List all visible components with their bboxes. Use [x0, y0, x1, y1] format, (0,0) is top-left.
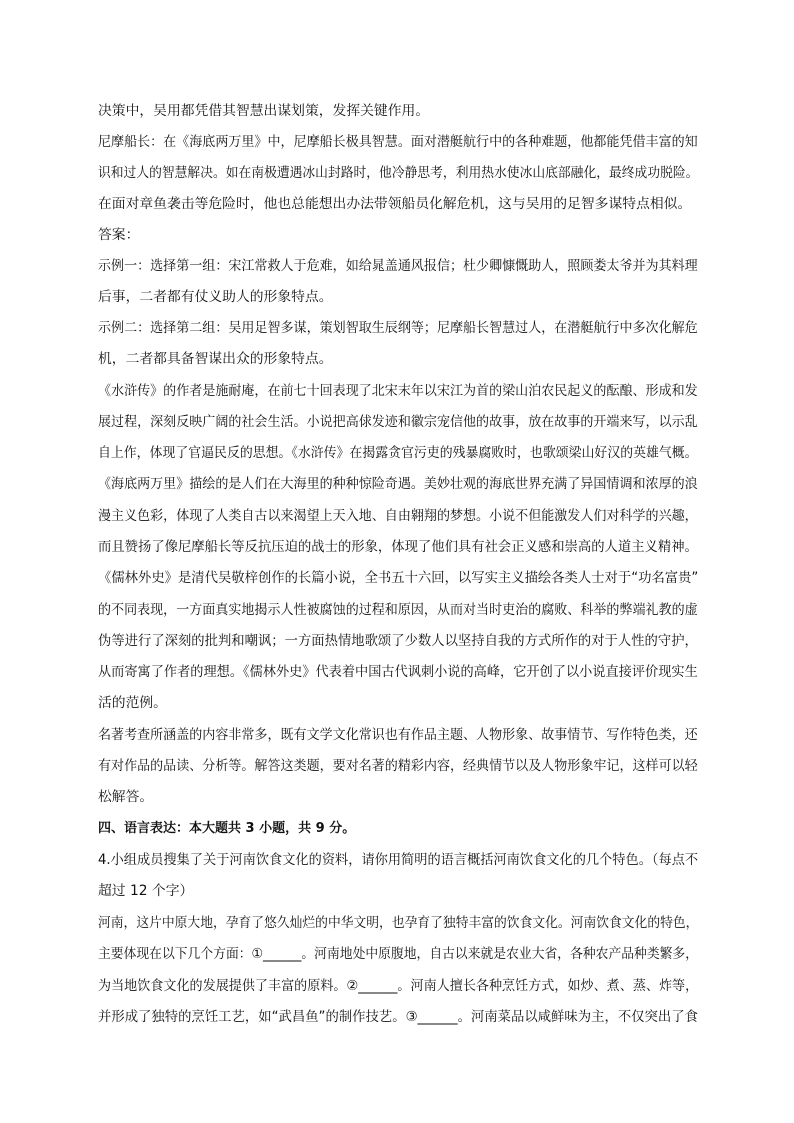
- text-line: 示例二：选择第二组：吴用足智多谋，策划智取生辰纲等；尼摩船长智慧过人，在潜艇航行中多次化解危: [98, 320, 698, 336]
- text-line: 而且赞扬了像尼摩船长等反抗压迫的战士的形象，体现了他们具有社会正义感和崇高的人道主义精神。: [98, 539, 698, 555]
- text-line: 识和过人的智慧解决。如在南极遭遇冰山封路时，他冷静思考，利用热水使冰山底部融化，最终成功脱险。: [98, 165, 699, 181]
- text-line: 松解答。: [98, 789, 154, 805]
- text-line: 《儒林外史》是清代吴敬梓创作的长篇小说，全书五十六回，以写实主义描绘各类人士对于“功名富贵”: [98, 570, 699, 586]
- text-line: 有对作品的品读、分析等。解答这类题，要对名著的精彩内容，经典情节以及人物形象牢记，这样可以轻: [98, 758, 698, 774]
- text-line: 活的范例。: [98, 695, 167, 711]
- text-line: 《水浒传》的作者是施耐庵，在前七十回表现了北宋末年以宋江为首的梁山泊农民起义的酝酿、形成和发: [98, 383, 698, 399]
- text-line: 展过程，深刻反映广阔的社会生活。小说把高俅发迹和徽宗宠信他的故事，放在故事的开端来写，以示乱: [98, 414, 698, 430]
- text-line: 为当地饮食文化的发展提供了丰富的原料。②______。河南人擅长各种烹饪方式，如炒、煮、蒸、炸等，: [98, 978, 699, 994]
- answer-label: 答案：: [98, 227, 140, 243]
- question-text: 超过 12 个字）: [98, 883, 194, 899]
- text-line: 伪等进行了深刻的批判和嘲讽；一方面热情地歌颂了少数人以坚持自我的方式所作的对于人性的守护，: [98, 633, 698, 649]
- text-line: 并形成了独特的烹饪工艺，如“武昌鱼”的制作技艺。③______。河南菜品以咸鲜味为主，不仅突出了食: [98, 1009, 698, 1025]
- text-line: 机，二者都具备智谋出众的形象特点。: [98, 351, 333, 367]
- text-line: 在面对章鱼袭击等危险时，他也总能想出办法带领船员化解危机，这与吴用的足智多谋特点相似。: [98, 196, 692, 212]
- text-line: 河南，这片中原大地，孕育了悠久灿烂的中华文明，也孕育了独特丰富的饮食文化。河南饮食文化的特色，: [98, 915, 699, 931]
- text-line: 后事，二者都有仗义助人的形象特点。: [98, 289, 333, 305]
- section-heading: 四、语言表达：本大题共 3 小题，共 9 分。: [98, 821, 356, 836]
- text-line: 自上作，体现了官逼民反的思想。《水浒传》在揭露贪官污吏的残暴腐败时，也歌颂梁山好汉的英雄气概。: [98, 445, 698, 461]
- text-line: 名著考查所涵盖的内容非常多，既有文学文化常识也有作品主题、人物形象、故事情节、写作特色类，还: [98, 727, 698, 743]
- text-line: 尼摩船长：在《海底两万里》中，尼摩船长极具智慧。面对潜艇航行中的各种难题，他都能凭借丰富的知: [98, 134, 698, 150]
- text-line: 决策中，吴用都凭借其智慧出谋划策，发挥关键作用。: [98, 103, 430, 119]
- text-line: 《海底两万里》描绘的是人们在大海里的种种惊险奇遇。美妙壮观的海底世界充满了异国情调和浓厚的浪: [98, 476, 698, 492]
- text-line: 的不同表现，一方面真实地揭示人性被腐蚀的过程和原因，从而对当时吏治的腐败、科举的弊端礼教的虚: [98, 602, 698, 618]
- text-line: 从而寄寓了作者的理想。《儒林外史》代表着中国古代讽刺小说的高峰，它开创了以小说直接评价现实生: [98, 664, 698, 680]
- question-text: 4.小组成员搜集了关于河南饮食文化的资料，请你用简明的语言概括河南饮食文化的几个特色。（每点不: [98, 852, 699, 868]
- text-line: 主要体现在以下几个方面：①______。河南地处中原腹地，自古以来就是农业大省，各种农产品种类繁多，: [98, 946, 699, 962]
- text-line: 漫主义色彩，体现了人类自古以来渴望上天入地、自由翱翔的梦想。小说不但能激发人们对科学的兴趣，: [98, 508, 698, 524]
- text-line: 示例一：选择第一组：宋江常救人于危难，如给晁盖通风报信；杜少卿慷慨助人，照顾娄太爷并为其料理: [98, 258, 698, 274]
